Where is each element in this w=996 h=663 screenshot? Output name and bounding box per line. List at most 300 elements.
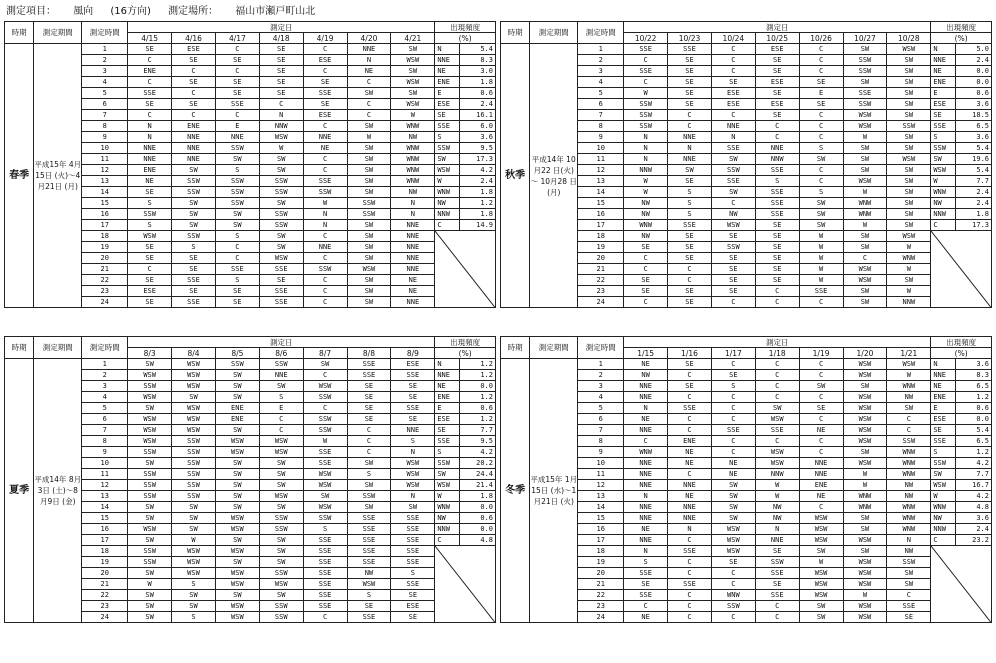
direction-cell: SE: [624, 579, 668, 590]
direction-cell: WSW: [215, 436, 259, 447]
hour-cell: 11: [82, 154, 128, 165]
direction-cell: SW: [391, 88, 435, 99]
direction-cell: SSE: [391, 535, 435, 546]
direction-cell: SSE: [215, 264, 259, 275]
direction-cell: WSW: [128, 425, 172, 436]
hour-cell: 3: [578, 381, 624, 392]
direction-cell: W: [172, 535, 216, 546]
direction-cell: W: [624, 176, 668, 187]
freq-percent: 3.6: [460, 132, 496, 143]
direction-cell: C: [711, 44, 755, 55]
direction-cell: N: [624, 154, 668, 165]
direction-cell: WSW: [172, 425, 216, 436]
date-header: 8/8: [347, 348, 391, 359]
direction-cell: WSW: [887, 154, 931, 165]
freq-direction: NNW: [931, 524, 956, 535]
freq-percent: 8.3: [956, 370, 992, 381]
hour-cell: 17: [82, 535, 128, 546]
direction-cell: WSW: [215, 546, 259, 557]
direction-cell: NE: [711, 458, 755, 469]
hour-cell: 7: [82, 110, 128, 121]
direction-cell: SSE: [799, 286, 843, 297]
direction-cell: SSW: [259, 187, 303, 198]
direction-cell: SW: [711, 513, 755, 524]
wind-table-summer: [4, 336, 496, 623]
direction-cell: WSW: [843, 176, 887, 187]
direction-cell: SW: [259, 242, 303, 253]
direction-cell: SW: [347, 480, 391, 491]
direction-cell: N: [347, 55, 391, 66]
direction-cell: SW: [347, 176, 391, 187]
header-measure-day: 測定日: [624, 22, 931, 33]
freq-direction: NW: [435, 198, 460, 209]
direction-cell: SE: [668, 242, 712, 253]
direction-cell: C: [668, 612, 712, 623]
date-header: 4/16: [172, 33, 216, 44]
freq-direction: W: [435, 491, 460, 502]
hour-cell: 16: [578, 524, 624, 535]
hour-cell: 5: [578, 403, 624, 414]
direction-cell: C: [668, 110, 712, 121]
freq-direction: WSW: [931, 480, 956, 491]
direction-cell: SE: [755, 110, 799, 121]
hour-cell: 23: [82, 601, 128, 612]
direction-cell: SW: [172, 524, 216, 535]
direction-cell: SE: [391, 392, 435, 403]
direction-cell: SSE: [668, 220, 712, 231]
direction-cell: SSW: [215, 198, 259, 209]
direction-cell: SSE: [711, 176, 755, 187]
freq-percent: 4.8: [956, 502, 992, 513]
direction-cell: SSW: [711, 601, 755, 612]
direction-cell: NNE: [391, 253, 435, 264]
date-header: 4/17: [215, 33, 259, 44]
freq-direction: C: [931, 220, 956, 231]
hour-cell: 12: [578, 480, 624, 491]
direction-cell: W: [259, 143, 303, 154]
direction-cell: WSW: [303, 502, 347, 513]
direction-cell: SW: [215, 491, 259, 502]
direction-cell: SE: [668, 297, 712, 308]
freq-direction: WSW: [435, 480, 460, 491]
direction-cell: NNE: [624, 392, 668, 403]
direction-cell: NE: [624, 524, 668, 535]
direction-cell: WSW: [799, 579, 843, 590]
direction-cell: NE: [303, 143, 347, 154]
hour-cell: 23: [578, 286, 624, 297]
direction-cell: W: [128, 579, 172, 590]
direction-cell: SSW: [128, 491, 172, 502]
freq-percent: 0.6: [460, 403, 496, 414]
direction-cell: SSW: [259, 209, 303, 220]
direction-cell: S: [215, 231, 259, 242]
freq-direction: W: [435, 176, 460, 187]
direction-cell: SSE: [303, 546, 347, 557]
freq-direction: NNE: [931, 370, 956, 381]
hour-cell: 23: [82, 286, 128, 297]
direction-cell: C: [624, 436, 668, 447]
direction-cell: NW: [624, 198, 668, 209]
hour-cell: 14: [578, 502, 624, 513]
hour-cell: 17: [82, 220, 128, 231]
direction-cell: E: [799, 88, 843, 99]
direction-cell: SW: [799, 154, 843, 165]
direction-cell: SW: [259, 535, 303, 546]
freq-percent: 17.3: [460, 154, 496, 165]
direction-cell: NW: [624, 209, 668, 220]
direction-cell: SW: [215, 557, 259, 568]
freq-direction: SSE: [931, 436, 956, 447]
freq-direction: NE: [931, 66, 956, 77]
direction-cell: C: [755, 381, 799, 392]
direction-cell: NE: [624, 414, 668, 425]
direction-cell: WSW: [843, 568, 887, 579]
direction-cell: SSE: [303, 535, 347, 546]
header-period: 時期: [501, 22, 530, 44]
direction-cell: SE: [668, 286, 712, 297]
freq-percent: 21.4: [460, 480, 496, 491]
season-label: 秋季: [501, 44, 530, 308]
direction-cell: WSW: [128, 414, 172, 425]
direction-cell: WSW: [843, 121, 887, 132]
hour-cell: 19: [578, 557, 624, 568]
direction-cell: S: [391, 568, 435, 579]
freq-percent: 7.7: [460, 425, 496, 436]
date-header: 8/4: [172, 348, 216, 359]
direction-cell: SSE: [887, 601, 931, 612]
direction-cell: WNW: [887, 381, 931, 392]
direction-cell: SW: [215, 154, 259, 165]
freq-direction: SW: [931, 469, 956, 480]
direction-cell: WSW: [391, 480, 435, 491]
date-header: 10/25: [755, 33, 799, 44]
direction-cell: C: [668, 535, 712, 546]
hour-cell: 9: [82, 132, 128, 143]
direction-cell: WSW: [887, 44, 931, 55]
freq-direction: NW: [931, 513, 956, 524]
direction-cell: S: [391, 436, 435, 447]
direction-cell: NNE: [128, 143, 172, 154]
direction-cell: SW: [887, 187, 931, 198]
direction-cell: WSW: [843, 264, 887, 275]
freq-direction: E: [931, 403, 956, 414]
direction-cell: SW: [887, 66, 931, 77]
direction-cell: SE: [624, 275, 668, 286]
direction-cell: SW: [843, 231, 887, 242]
freq-percent: 18.5: [956, 110, 992, 121]
direction-cell: C: [172, 110, 216, 121]
direction-cell: C: [347, 425, 391, 436]
direction-cell: N: [391, 209, 435, 220]
direction-cell: ESE: [391, 359, 435, 370]
direction-cell: SW: [799, 220, 843, 231]
direction-cell: SE: [755, 253, 799, 264]
direction-cell: SE: [755, 264, 799, 275]
direction-cell: SE: [128, 44, 172, 55]
direction-cell: C: [755, 601, 799, 612]
direction-cell: WSW: [887, 231, 931, 242]
freq-percent: 19.6: [956, 154, 992, 165]
direction-cell: SW: [347, 143, 391, 154]
direction-cell: N: [711, 132, 755, 143]
direction-cell: NNE: [391, 425, 435, 436]
direction-cell: SW: [303, 359, 347, 370]
direction-cell: WSW: [843, 110, 887, 121]
direction-cell: SE: [711, 370, 755, 381]
header-measure-time: 測定時間: [578, 22, 624, 44]
direction-cell: SE: [624, 242, 668, 253]
direction-cell: SW: [215, 535, 259, 546]
direction-cell: SE: [799, 99, 843, 110]
direction-cell: SSE: [711, 425, 755, 436]
direction-cell: SW: [391, 502, 435, 513]
hour-cell: 1: [82, 44, 128, 55]
direction-cell: S: [128, 198, 172, 209]
direction-cell: W: [347, 132, 391, 143]
direction-cell: SSE: [172, 297, 216, 308]
direction-cell: WSW: [843, 414, 887, 425]
direction-cell: WNW: [843, 198, 887, 209]
direction-cell: SSW: [215, 187, 259, 198]
hour-cell: 17: [578, 220, 624, 231]
direction-cell: SSE: [668, 579, 712, 590]
date-header: 10/28: [887, 33, 931, 44]
freq-percent: 4.2: [460, 447, 496, 458]
header-frequency: 出現頻度: [435, 22, 496, 33]
direction-cell: NNW: [259, 121, 303, 132]
date-header: 1/17: [711, 348, 755, 359]
direction-cell: C: [303, 44, 347, 55]
direction-cell: C: [668, 425, 712, 436]
wind-table-winter: [500, 336, 992, 623]
direction-cell: W: [799, 231, 843, 242]
direction-cell: SW: [887, 99, 931, 110]
direction-cell: SSE: [303, 579, 347, 590]
direction-cell: SW: [347, 154, 391, 165]
direction-cell: SW: [215, 590, 259, 601]
hour-cell: 24: [82, 297, 128, 308]
hour-cell: 21: [82, 579, 128, 590]
direction-cell: C: [668, 370, 712, 381]
direction-cell: SSE: [303, 568, 347, 579]
freq-direction: ENE: [931, 392, 956, 403]
direction-cell: SE: [128, 99, 172, 110]
direction-cell: SSE: [303, 557, 347, 568]
direction-cell: S: [668, 209, 712, 220]
direction-cell: WSW: [128, 524, 172, 535]
direction-cell: SE: [259, 66, 303, 77]
freq-percent: 16.1: [460, 110, 496, 121]
hour-cell: 16: [82, 524, 128, 535]
direction-cell: N: [128, 132, 172, 143]
hour-cell: 1: [578, 359, 624, 370]
direction-cell: SW: [259, 381, 303, 392]
hour-cell: 7: [578, 110, 624, 121]
freq-direction: N: [931, 44, 956, 55]
direction-cell: SSW: [843, 55, 887, 66]
direction-cell: SSE: [668, 44, 712, 55]
freq-percent: 2.4: [956, 524, 992, 535]
direction-cell: SE: [755, 88, 799, 99]
hour-cell: 10: [82, 458, 128, 469]
direction-cell: SSW: [128, 209, 172, 220]
direction-cell: WSW: [172, 568, 216, 579]
direction-cell: W: [843, 480, 887, 491]
hour-cell: 2: [82, 55, 128, 66]
direction-cell: SSW: [128, 447, 172, 458]
date-header: 8/9: [391, 348, 435, 359]
date-header: 8/5: [215, 348, 259, 359]
direction-cell: C: [128, 110, 172, 121]
panel-spring: [4, 21, 496, 308]
direction-cell: ENE: [215, 414, 259, 425]
direction-cell: C: [799, 165, 843, 176]
direction-cell: SW: [347, 165, 391, 176]
direction-cell: SE: [711, 77, 755, 88]
direction-cell: C: [624, 55, 668, 66]
hour-cell: 23: [578, 601, 624, 612]
direction-cell: SE: [711, 231, 755, 242]
hour-cell: 6: [578, 99, 624, 110]
direction-cell: SW: [128, 590, 172, 601]
direction-cell: C: [799, 359, 843, 370]
direction-cell: SSE: [259, 286, 303, 297]
direction-cell: SSE: [347, 524, 391, 535]
hour-cell: 9: [578, 132, 624, 143]
direction-cell: WSW: [755, 414, 799, 425]
direction-cell: SSW: [259, 176, 303, 187]
direction-cell: W: [624, 88, 668, 99]
direction-cell: ENE: [128, 165, 172, 176]
freq-percent: 0.0: [460, 381, 496, 392]
direction-cell: SW: [215, 469, 259, 480]
direction-cell: SSE: [128, 88, 172, 99]
direction-cell: C: [128, 55, 172, 66]
direction-cell: SW: [887, 55, 931, 66]
hour-cell: 18: [82, 546, 128, 557]
direction-cell: SW: [303, 491, 347, 502]
freq-direction: SSE: [435, 121, 460, 132]
date-header: 4/20: [347, 33, 391, 44]
direction-cell: NE: [391, 286, 435, 297]
direction-cell: SW: [172, 502, 216, 513]
direction-cell: C: [303, 612, 347, 623]
direction-cell: SW: [887, 198, 931, 209]
direction-cell: S: [303, 524, 347, 535]
freq-direction: SSE: [931, 121, 956, 132]
direction-cell: C: [799, 176, 843, 187]
direction-cell: C: [755, 132, 799, 143]
header-frequency: 出現頻度: [931, 337, 992, 348]
direction-cell: C: [303, 121, 347, 132]
direction-cell: C: [799, 297, 843, 308]
direction-cell: C: [624, 253, 668, 264]
header-frequency: 出現頻度: [435, 337, 496, 348]
direction-cell: SSW: [259, 513, 303, 524]
hour-cell: 3: [82, 66, 128, 77]
direction-cell: SSW: [259, 220, 303, 231]
panel-autumn: [500, 21, 992, 308]
direction-cell: NNW: [887, 297, 931, 308]
direction-cell: SW: [259, 231, 303, 242]
direction-cell: C: [755, 297, 799, 308]
direction-cell: W: [303, 198, 347, 209]
hour-cell: 2: [82, 370, 128, 381]
direction-cell: SE: [668, 77, 712, 88]
direction-cell: WNW: [391, 154, 435, 165]
direction-cell: C: [711, 198, 755, 209]
direction-cell: ENE: [799, 480, 843, 491]
direction-cell: WSW: [215, 447, 259, 458]
item-label: 測定項目：: [6, 6, 56, 17]
direction-cell: N: [624, 143, 668, 154]
freq-percent: 5.4: [956, 425, 992, 436]
freq-percent: 1.8: [956, 209, 992, 220]
freq-percent: 0.0: [460, 524, 496, 535]
direction-cell: NNE: [172, 132, 216, 143]
direction-cell: SW: [887, 110, 931, 121]
direction-cell: C: [624, 264, 668, 275]
hour-cell: 24: [578, 297, 624, 308]
freq-percent: 16.7: [956, 480, 992, 491]
direction-cell: SSE: [668, 546, 712, 557]
direction-cell: WSW: [303, 381, 347, 392]
hour-cell: 11: [578, 154, 624, 165]
direction-cell: SSW: [172, 491, 216, 502]
direction-cell: SE: [172, 77, 216, 88]
freq-direction: ESE: [435, 414, 460, 425]
direction-cell: SE: [711, 275, 755, 286]
direction-cell: SW: [347, 286, 391, 297]
direction-cell: NNE: [624, 513, 668, 524]
direction-cell: WSW: [391, 77, 435, 88]
direction-cell: SE: [711, 557, 755, 568]
direction-cell: S: [799, 187, 843, 198]
header-measure-period: 測定期間: [34, 337, 82, 359]
freq-direction: SE: [931, 425, 956, 436]
direction-cell: WNW: [624, 220, 668, 231]
direction-cell: WSW: [172, 381, 216, 392]
direction-cell: C: [668, 121, 712, 132]
direction-cell: NNE: [259, 370, 303, 381]
direction-cell: NNE: [624, 502, 668, 513]
freq-percent: 1.2: [460, 359, 496, 370]
direction-cell: NNE: [347, 44, 391, 55]
freq-percent: 5.4: [460, 44, 496, 55]
direction-cell: S: [668, 187, 712, 198]
direction-cell: C: [303, 275, 347, 286]
direction-cell: SE: [391, 381, 435, 392]
freq-direction: NNE: [435, 55, 460, 66]
direction-cell: C: [303, 231, 347, 242]
freq-percent: 2.4: [956, 198, 992, 209]
hour-cell: 8: [82, 436, 128, 447]
direction-cell: NW: [887, 480, 931, 491]
hour-cell: 10: [578, 143, 624, 154]
freq-direction: NW: [435, 513, 460, 524]
freq-percent: 1.8: [460, 209, 496, 220]
hour-cell: 24: [82, 612, 128, 623]
direction-cell: NNE: [391, 242, 435, 253]
freq-percent: 2.4: [956, 55, 992, 66]
direction-cell: S: [799, 143, 843, 154]
direction-cell: NE: [668, 447, 712, 458]
direction-cell: SSW: [215, 143, 259, 154]
direction-cell: C: [668, 601, 712, 612]
direction-cell: SE: [668, 66, 712, 77]
header-measure-day: 測定日: [128, 22, 435, 33]
direction-cell: SSE: [391, 513, 435, 524]
